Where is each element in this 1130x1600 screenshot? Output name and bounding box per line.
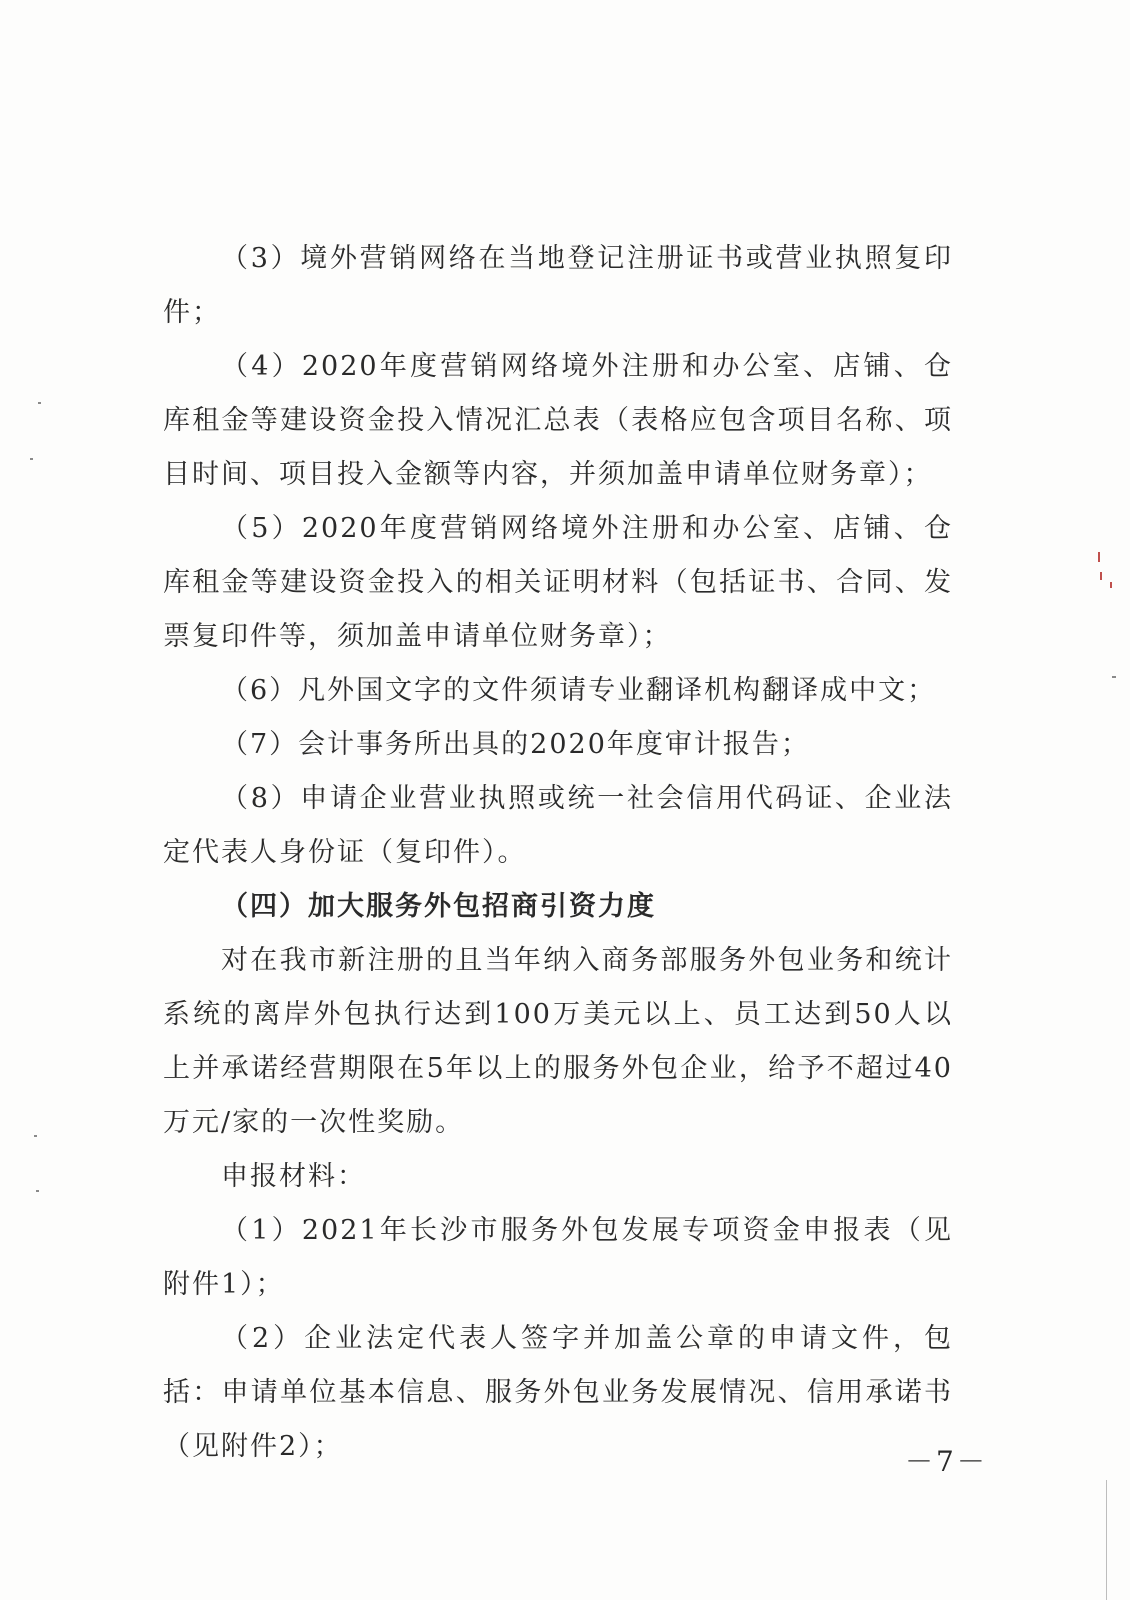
scan-speck [38,402,41,404]
paragraph-item-5: （5）2020年度营销网络境外注册和办公室、店铺、仓库租金等建设资金投入的相关证明材料（包括证书、合同、发票复印件等，须加盖申请单位财务章）； [163,513,953,652]
scan-edge-line [1106,1480,1107,1600]
scan-mark [1100,572,1102,580]
section-heading: （四）加大服务外包招商引资力度 [221,891,656,922]
material-item-2: （2）企业法定代表人签字并加盖公章的申请文件，包括：申请单位基本信息、服务外包业务发展情况、信用承诺书（见附件2）； [163,1323,953,1462]
scan-speck [1112,676,1116,678]
paragraph-item-4: （4）2020年度营销网络境外注册和办公室、店铺、仓库租金等建设资金投入情况汇总表（表格应包含项目名称、项目时间、项目投入金额等内容，并须加盖申请单位财务章）； [163,351,953,490]
material-item-1: （1）2021年长沙市服务外包发展专项资金申报表（见附件1）； [163,1215,953,1300]
paragraph-item-8: （8）申请企业营业执照或统一社会信用代码证、企业法定代表人身份证（复印件）。 [163,783,953,868]
scan-speck [36,1190,39,1192]
scan-mark [1110,582,1112,588]
page-number: －7－ [905,1445,988,1478]
section-body-paragraph: 对在我市新注册的且当年纳入商务部服务外包业务和统计系统的离岸外包执行达到100万美元以上、员工达到50人以上并承诺经营期限在5年以上的服务外包企业，给予不超过40万元/家的一次性奖励。 [163,945,953,1138]
materials-label: 申报材料： [221,1161,366,1192]
scan-mark [1098,552,1100,562]
scan-speck [30,458,33,460]
document-body [163,232,953,1474]
scan-speck [34,1135,37,1137]
paragraph-item-7: （7）会计事务所出具的2020年度审计报告； [221,729,810,760]
paragraph-item-6: （6）凡外国文字的文件须请专业翻译机构翻译成中文； [221,675,937,706]
paragraph-item-3: （3）境外营销网络在当地登记注册证书或营业执照复印件； [163,243,953,328]
